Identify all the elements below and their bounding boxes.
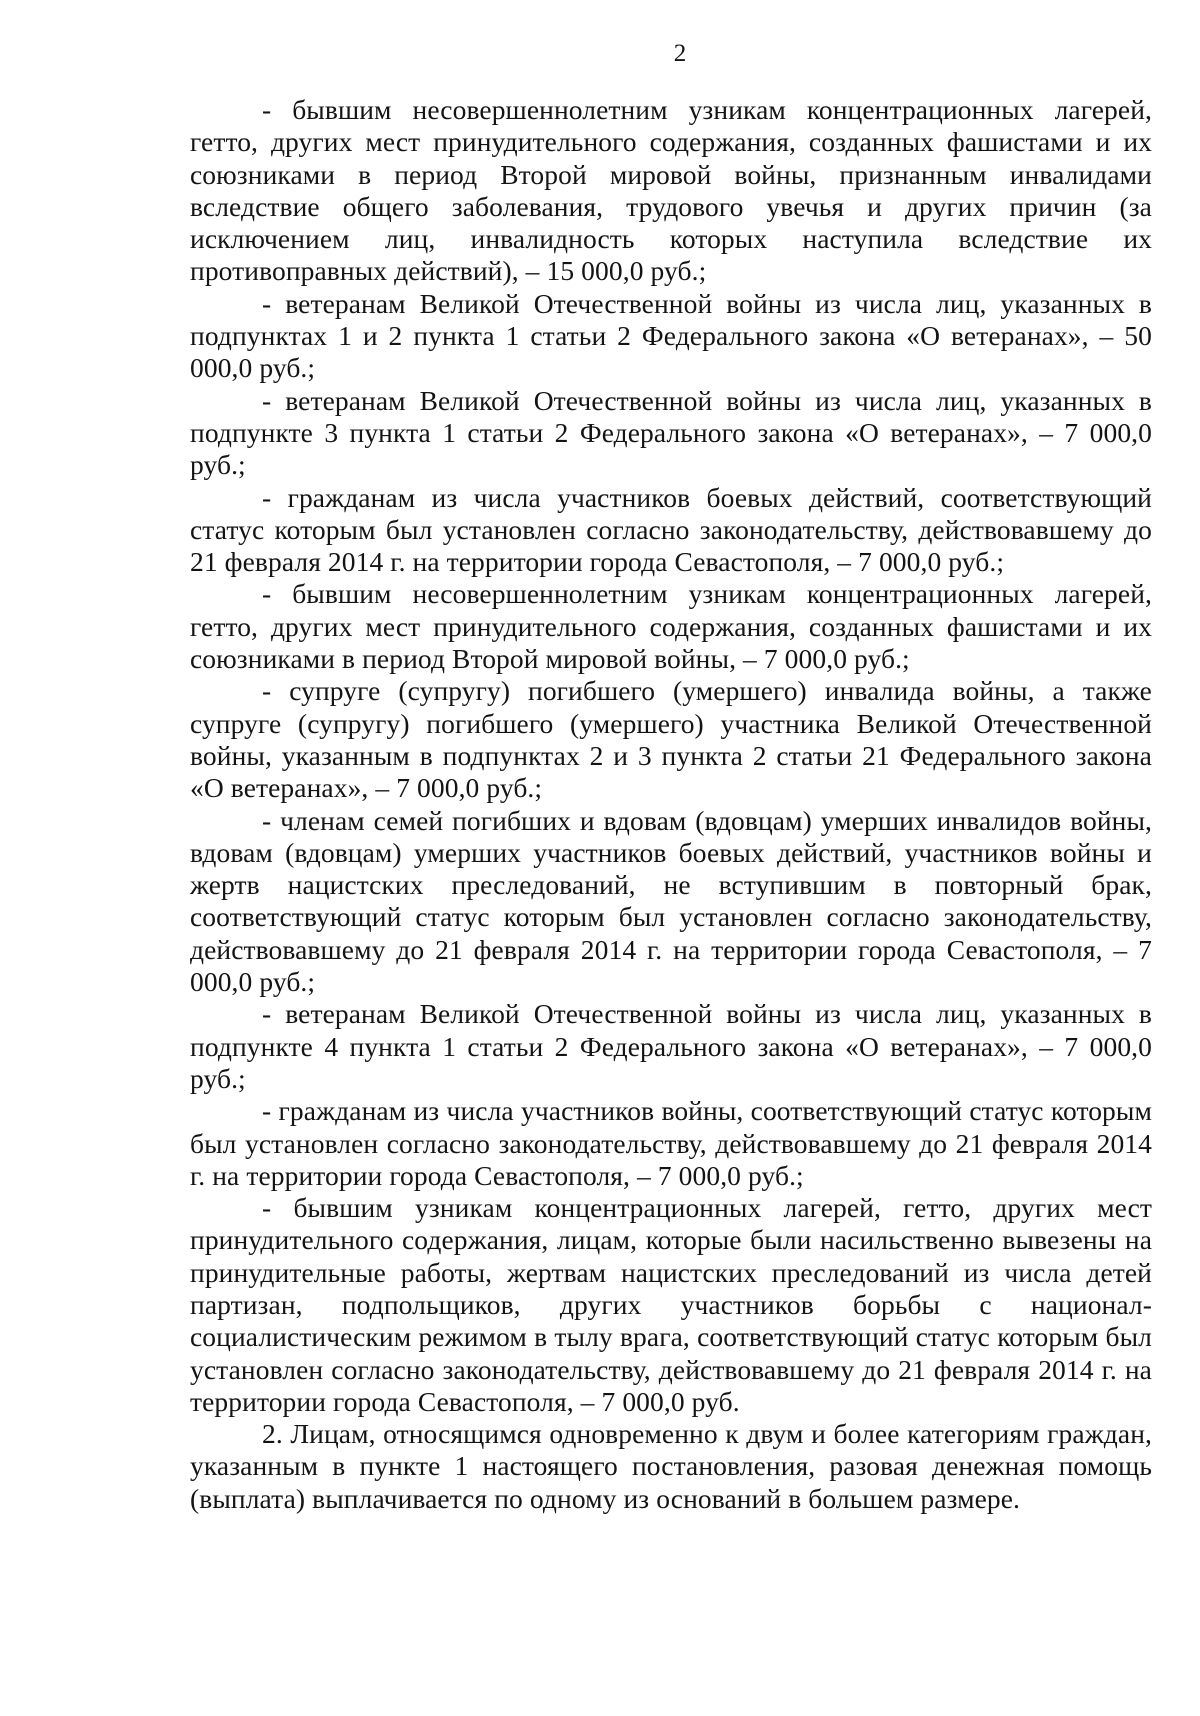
paragraph-family-members-widows: - членам семей погибших и вдовам (вдовцам) умерших инвалидов войны, вдовам (вдовцам) умерших участников боевых действий, участников войны и жертв нацистских преследований, не вступившим в повторный брак, соответствующий статус которым был установлен согласно законодательству, действовавшему до 21 февраля 2014 г. на территории города Севастополя, – 7 000,0 руб.; [190, 804, 1152, 998]
page-number: 2 [673, 40, 687, 67]
paragraph-war-participants: - гражданам из числа участников войны, соответствующий статус которым был установлен согласно законодательству, действовавшему до 21 февраля 2014 г. на территории города Севастополя, – 7 000,0 руб.; [190, 1095, 1152, 1191]
paragraph-combat-participants: - гражданам из числа участников боевых действий, соответствующий статус которым был установлен согласно законодательству, действовавшему до 21 февраля 2014 г. на территории города Севастополя, – 7 000,0 руб.; [190, 481, 1152, 578]
document-body [190, 94, 1152, 1515]
paragraph-wwii-veterans-subitem-4: - ветеранам Великой Отечественной войны из числа лиц, указанных в подпункте 4 пункта 1 статьи 2 Федерального закона «О ветеранах», – 7 000,0 руб.; [190, 998, 1152, 1094]
paragraph-former-camp-prisoners: - бывшим узникам концентрационных лагерей, гетто, других мест принудительного содержания, лицам, которые были насильственно вывезены на принудительные работы, жертвам нацистских преследований из числа детей партизан, подпольщиков, других участников борьбы с национал-социалистическим режимом в тылу врага, соответствующий статус которым был установлен согласно законодательству, действовавшему до 21 февраля 2014 г. на территории города Севастополя, – 7 000,0 руб. [190, 1192, 1152, 1417]
paragraph-wwii-veterans-subitems-1-2: - ветеранам Великой Отечественной войны из числа лиц, указанных в подпунктах 1 и 2 пункта 1 статьи 2 Федерального закона «О ветеранах», – 50 000,0 руб.; [190, 287, 1152, 384]
paragraph-spouses-of-deceased: - супруге (супругу) погибшего (умершего) инвалида войны, а также супруге (супругу) погибшего (умершего) участника Великой Отечественной войны, указанным в подпунктах 2 и 3 пункта 2 статьи 21 Федерального закона «О ветеранах», – 7 000,0 руб.; [190, 675, 1152, 804]
paragraph-wwii-veterans-subitem-3: - ветеранам Великой Отечественной войны из числа лиц, указанных в подпункте 3 пункта 1 статьи 2 Федерального закона «О ветеранах», – 7 000,0 руб.; [190, 384, 1152, 481]
paragraph-point-2: 2. Лицам, относящимся одновременно к двум и более категориям граждан, указанным в пункте 1 настоящего постановления, разовая денежная помощь (выплата) выплачивается по одному из оснований в большем размере. [190, 1418, 1152, 1514]
paragraph-minor-camp-prisoners-disabled: - бывшим несовершеннолетним узникам концентрационных лагерей, гетто, других мест принудительного содержания, созданных фашистами и их союзниками в период Второй мировой войны, признанным инвалидами вследствие общего заболевания, трудового увечья и других причин (за исключением лиц, инвалидность которых наступила вследствие их противоправных действий), – 15 000,0 руб.; [190, 94, 1152, 287]
paragraph-minor-camp-prisoners: - бывшим несовершеннолетним узникам концентрационных лагерей, гетто, других мест принудительного содержания, созданных фашистами и их союзниками в период Второй мировой войны, – 7 000,0 руб.; [190, 578, 1152, 675]
